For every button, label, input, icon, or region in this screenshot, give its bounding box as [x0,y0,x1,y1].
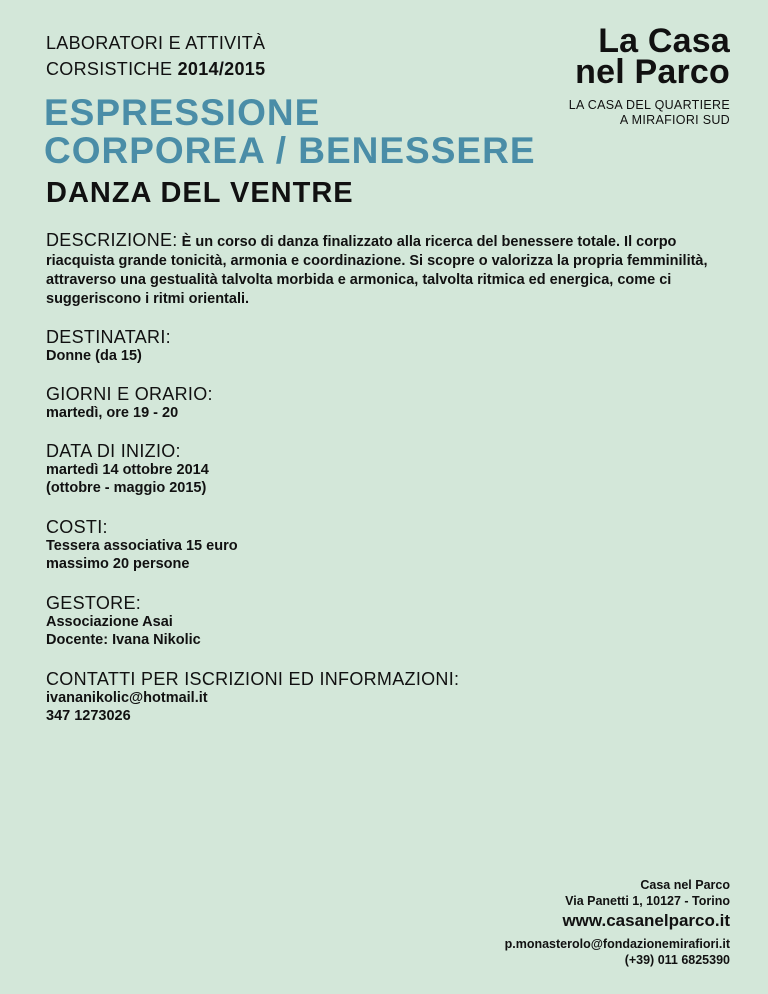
contact-phone[interactable]: 347 1273026 [46,708,131,724]
section-giorni-orario [46,384,213,422]
section-gestore [46,593,201,649]
footer-website-link[interactable]: www.casanelparco.it [562,911,730,930]
section-value: (ottobre - maggio 2015) [46,480,207,496]
section-value: martedì, ore 19 - 20 [46,405,179,421]
footer-address: Via Panetti 1, 10127 - Torino [565,894,730,908]
description-text: È un corso di danza finalizzato alla ricerca del benessere totale. Il corpo riacquista grande tonicità, armonia e coordinazione. Si scopre o valorizza la propria femminilità, attraverso una gestualità talvolta morbida e armonica, talvolta ritmica ed energica, come ci suggeriscono i ritmi orientali. [46,234,708,307]
description [46,231,736,309]
logo-title-line2: nel Parco [575,53,730,91]
activities-header-line1: LABORATORI E ATTIVITÀ [46,33,266,53]
contact-email[interactable]: ivananikolic@hotmail.it [46,690,208,706]
course-title: DANZA DEL VENTRE [46,177,354,209]
footer-contact-block [505,936,730,968]
section-destinatari [46,327,171,365]
logo-subtitle-line1: LA CASA DEL QUARTIERE [568,98,730,112]
logo-title [569,22,730,91]
footer-name: Casa nel Parco [640,878,730,892]
activities-header-text: CORSISTICHE [46,59,173,79]
section-contatti [46,669,459,725]
activities-year: 2014/2015 [177,59,266,79]
section-label: DESTINATARI: [46,327,171,347]
category-line2: CORPOREA / BENESSERE [44,130,536,171]
section-value: massimo 20 persone [46,556,190,572]
logo-subtitle-line2: A MIRAFIORI SUD [619,113,730,127]
section-label: GIORNI E ORARIO: [46,384,213,404]
section-label: GESTORE: [46,593,142,613]
section-label: COSTI: [46,517,108,537]
section-label: CONTATTI PER ISCRIZIONI ED INFORMAZIONI: [46,669,460,689]
section-value: martedì 14 ottobre 2014 [46,462,209,478]
section-value: Associazione Asai [46,614,173,630]
section-value: Tessera associativa 15 euro [46,538,238,554]
logo-title-line1: La Casa [598,22,730,60]
logo [568,22,730,128]
section-data-inizio [46,441,209,497]
footer-address-block [565,877,730,909]
logo-subtitle [569,98,730,128]
section-value: Docente: Ivana Nikolic [46,632,201,648]
footer-phone: (+39) 011 6825390 [624,953,730,967]
footer-email-link[interactable]: p.monasterolo@fondazionemirafiori.it [504,937,730,951]
section-costi [46,517,238,573]
description-label: DESCRIZIONE: [46,230,178,250]
activities-header-line2 [46,56,265,82]
section-label: DATA DI INIZIO: [46,441,181,461]
section-value: Donne (da 15) [46,348,142,364]
category-line1: ESPRESSIONE [44,92,321,133]
category-title [44,94,536,170]
activities-header [46,30,265,82]
